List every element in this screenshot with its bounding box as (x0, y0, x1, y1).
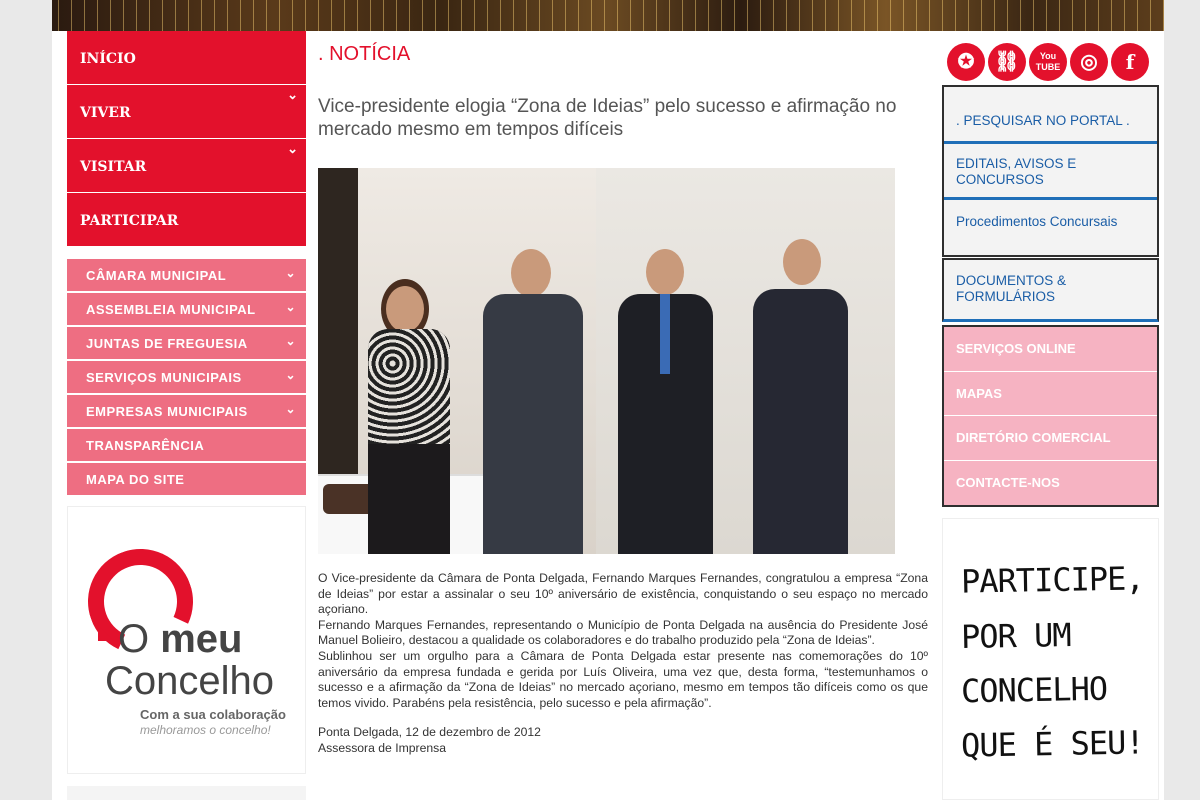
subnav-item-label: JUNTAS DE FREGUESIA (86, 336, 248, 351)
mapas-link[interactable]: MAPAS (944, 372, 1157, 417)
subnav-item-label: TRANSPARÊNCIA (86, 438, 205, 453)
subnav-item-servicos-municipais[interactable] (67, 361, 306, 393)
article-paragraph: O Vice-presidente da Câmara de Ponta Delgada, Fernando Marques Fernandes, congratulou a empresa “Zona de Ideias” por estar a assinalar o seu 10º aniversário de existência, conquistando o seu espaço no mercado açoriano. (318, 571, 928, 617)
procedimentos-link[interactable]: Procedimentos Concursais (944, 200, 1157, 257)
header-banner-image (52, 0, 1164, 31)
nav-item-label: INÍCIO (80, 51, 136, 67)
chevron-down-icon[interactable]: ⌄ (287, 88, 298, 103)
participe-line: CONCELHO (960, 669, 1108, 711)
participe-banner[interactable] (942, 518, 1159, 800)
section-title: . NOTÍCIA (318, 43, 411, 65)
chevron-down-icon[interactable]: ⌄ (285, 266, 296, 280)
article-date: Ponta Delgada, 12 de dezembro de 2012 (318, 725, 541, 740)
editais-link[interactable]: EDITAIS, AVISOS E CONCURSOS (944, 144, 1157, 200)
nav-item-label: VISITAR (80, 159, 147, 175)
contacte-nos-link[interactable]: CONTACTE-NOS (944, 461, 1157, 506)
subnav-item-assembleia-municipal[interactable] (67, 293, 306, 325)
nav-item-inicio[interactable] (67, 31, 306, 85)
subnav-item-transparencia[interactable] (67, 429, 306, 461)
subnav-item-juntas-de-freguesia[interactable] (67, 327, 306, 359)
sub-nav (67, 259, 306, 495)
right-column (942, 85, 1159, 507)
article-paragraph: Fernando Marques Fernandes, representando o Município de Ponta Delgada na ausência do Presidente José Manuel Bolieiro, destacou a qualidade os colaboradores e do trabalho produzido pela “Zona de Ideias”. (318, 617, 928, 648)
subnav-item-label: SERVIÇOS MUNICIPAIS (86, 370, 242, 385)
chevron-down-icon[interactable]: ⌄ (285, 300, 296, 314)
services-box (942, 325, 1159, 507)
subnav-item-label: CÂMARA MUNICIPAL (86, 268, 227, 283)
participe-line: QUE É SEU! (960, 723, 1144, 765)
promo-title (118, 617, 242, 662)
subnav-item-label: ASSEMBLEIA MUNICIPAL (86, 302, 256, 317)
subnav-item-camara-municipal[interactable] (67, 259, 306, 291)
left-column (67, 31, 306, 497)
servicos-online-link[interactable]: SERVIÇOS ONLINE (944, 327, 1157, 372)
main-nav (67, 31, 306, 247)
subnav-item-label: EMPRESAS MUNICIPAIS (86, 404, 248, 419)
nav-item-viver[interactable] (67, 85, 306, 139)
main-content (318, 31, 928, 757)
youtube-label-bottom: TUBE (1035, 62, 1061, 72)
nav-item-label: PARTICIPAR (80, 213, 179, 229)
article-paragraph: Sublinhou ser um orgulho para a Câmara de Ponta Delgada estar presente nas comemorações do 10º aniversário da empresa fundada e gerida por Luís Oliveira, uma vez que, desta forma, “testemunhamos o sucesso e a afirmação da “Zona de Ideias” no mercado açoriano, mesmo em tempos tão difíceis como os que temos vivido. Parabéns pela resistência, pelo sucesso e pela afirmação”. (318, 648, 928, 710)
article-body (318, 571, 928, 711)
youtube-label-top: You (1039, 51, 1057, 61)
nav-item-participar[interactable] (67, 193, 306, 247)
promo-title-meu: meu (160, 617, 243, 661)
facebook-icon[interactable]: f (1111, 43, 1149, 81)
link-icon[interactable]: ⛓ (988, 43, 1026, 81)
promo-tagline: Com a sua colaboração (140, 707, 286, 722)
links-box (942, 85, 1159, 257)
subnav-item-empresas-municipais[interactable] (67, 395, 306, 427)
chevron-down-icon[interactable]: ⌄ (285, 334, 296, 348)
subnav-item-mapa-do-site[interactable] (67, 463, 306, 495)
promo-subtitle: Concelho (105, 659, 275, 703)
target-icon[interactable]: ◎ (1070, 43, 1108, 81)
nav-item-visitar[interactable] (67, 139, 306, 193)
article-photo (318, 168, 895, 554)
youtube-icon[interactable] (1029, 43, 1067, 81)
nav-item-label: VIVER (80, 105, 131, 121)
subnav-item-label: MAPA DO SITE (86, 472, 185, 487)
chevron-down-icon[interactable]: ⌄ (287, 142, 298, 157)
chevron-down-icon[interactable]: ⌄ (285, 402, 296, 416)
article-meta (318, 725, 928, 756)
o-meu-concelho-banner[interactable] (67, 506, 306, 774)
bottom-strip (67, 786, 306, 800)
pin-icon[interactable]: ✪ (947, 43, 985, 81)
documentos-link[interactable]: DOCUMENTOS & FORMULÁRIOS (942, 258, 1159, 322)
article-headline: Vice-presidente elogia “Zona de Ideias” pelo sucesso e afirmação no mercado mesmo em tempos difíceis (318, 96, 897, 140)
chevron-down-icon[interactable]: ⌄ (285, 368, 296, 382)
promo-tagline-secondary: melhoramos o concelho! (140, 723, 271, 737)
diretorio-comercial-link[interactable]: DIRETÓRIO COMERCIAL (944, 416, 1157, 461)
search-portal-link[interactable]: . PESQUISAR NO PORTAL . (944, 87, 1157, 144)
promo-title-o: O (118, 617, 161, 661)
speech-bubble-tail (98, 625, 114, 641)
social-icons (947, 43, 1167, 83)
participe-line: POR UM (960, 616, 1071, 656)
page-container (52, 31, 1164, 800)
participe-line: PARTICIPE, (960, 559, 1144, 601)
article-author: Assessora de Imprensa (318, 740, 447, 755)
